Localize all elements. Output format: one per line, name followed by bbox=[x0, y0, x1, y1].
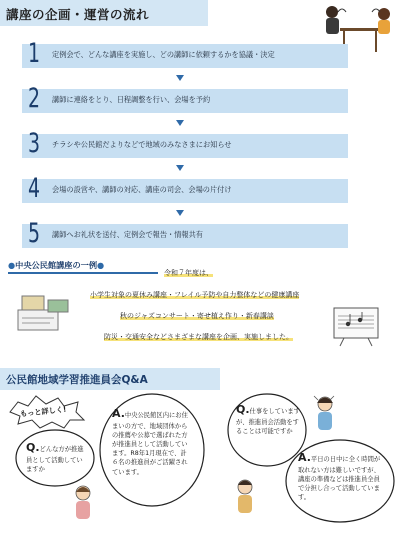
example-line-text: 防災・交通安全などさまざまな講座を企画、実施しました。 bbox=[104, 333, 293, 341]
step-2 bbox=[22, 83, 348, 114]
bullet-icon: ● bbox=[8, 260, 16, 270]
answer-text bbox=[112, 406, 192, 477]
heading-underline bbox=[8, 272, 158, 274]
answer-label: A. bbox=[298, 451, 311, 464]
answer-text bbox=[298, 450, 384, 502]
example-line-text: 令和７年度は、 bbox=[164, 269, 213, 277]
down-arrow-icon bbox=[176, 165, 184, 171]
step-1 bbox=[22, 38, 348, 69]
answer-label: A. bbox=[112, 407, 125, 420]
music-illustration bbox=[328, 302, 386, 348]
question-text bbox=[26, 440, 88, 474]
section-title-bar bbox=[0, 0, 208, 26]
example-line bbox=[164, 268, 213, 278]
answer-body: 中央公民館区内にお住まいの方で、地域団体からの推薦や公募で選ばれた方が推進員として活動しています。R8年1月現在で、計６名の推進員がご活躍されています。 bbox=[112, 412, 188, 476]
example-line bbox=[90, 290, 299, 300]
answer-bubble bbox=[284, 438, 396, 524]
step-5 bbox=[22, 218, 348, 249]
step-number: 5 bbox=[28, 218, 41, 249]
step-4 bbox=[22, 173, 348, 204]
step-text: 定例会で、どんな講座を実施し、どの講師に依頼するかを協議・決定 bbox=[52, 50, 275, 59]
person-illustration bbox=[234, 478, 256, 518]
example-line-text: 秋のジャズコンサート・寄せ植え作り・新春講談 bbox=[120, 312, 274, 320]
step-number: 4 bbox=[28, 173, 41, 204]
example-line bbox=[120, 311, 274, 321]
step-text: チラシや公民館だよりなどで地域のみなさまにお知らせ bbox=[52, 140, 232, 149]
person-illustration bbox=[72, 484, 94, 524]
step-3 bbox=[22, 128, 348, 159]
down-arrow-icon bbox=[176, 75, 184, 81]
question-text bbox=[236, 402, 300, 436]
step-number: 3 bbox=[28, 128, 41, 159]
step-text: 講師へお礼状を送付、定例会で報告・情報共有 bbox=[52, 230, 203, 239]
answer-bubble bbox=[98, 392, 206, 510]
question-body: どんな方が推進員として活動していますか bbox=[26, 446, 84, 474]
example-heading bbox=[8, 260, 104, 271]
example-heading-text: 中央公民館講座の一例 bbox=[15, 260, 98, 270]
down-arrow-icon bbox=[176, 210, 184, 216]
question-label: Q. bbox=[236, 403, 250, 416]
example-line-text: 小学生対象の夏休み講座・フレイル予防や自力整体などの健康講座 bbox=[90, 291, 300, 299]
page-title: 講座の企画・運営の流れ bbox=[6, 7, 150, 22]
example-line bbox=[104, 332, 293, 342]
answer-body: 平日の日中に全く時間が取れない方は難しいですが、講座の準備などは推進員全員で分担し合って活動しています。 bbox=[298, 456, 381, 502]
qa-title: 公民館地域学習推進員会Q&A bbox=[6, 374, 148, 386]
step-text: 講師に連絡をとり、日程調整を行い、会場を予約 bbox=[52, 95, 211, 104]
step-number: 1 bbox=[28, 38, 41, 69]
step-text: 会場の設営や、講師の対応、講座の司会、会場の片付け bbox=[52, 185, 232, 194]
down-arrow-icon bbox=[176, 120, 184, 126]
question-label: Q. bbox=[26, 441, 40, 454]
question-body: 仕事をしていますが、推進員会活動をすることは可能ですか bbox=[236, 408, 300, 436]
person-illustration bbox=[312, 394, 338, 434]
qa-title-bar bbox=[0, 368, 220, 390]
callout-text: もっと詳しく! bbox=[19, 404, 67, 419]
step-number: 2 bbox=[28, 83, 41, 114]
bullet-icon: ● bbox=[97, 260, 105, 270]
crafts-illustration bbox=[14, 290, 76, 336]
question-bubble bbox=[14, 428, 96, 490]
